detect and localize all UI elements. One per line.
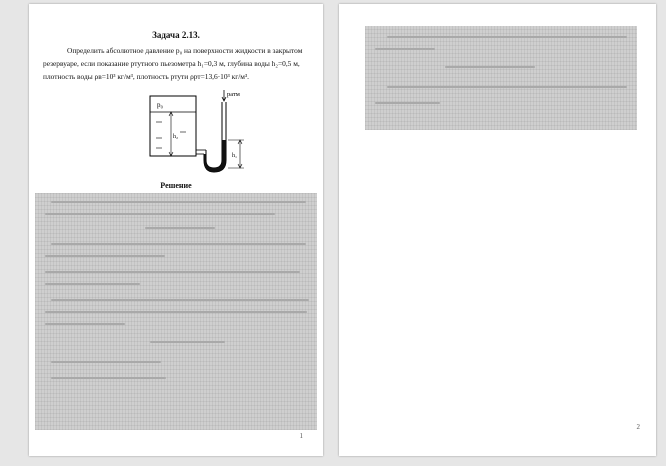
problem-line: резервуаре, если показание ртутного пьезометра h₁=0,3 м, глубина воды h₂=0,5 м, [43, 59, 300, 68]
h1-label: h₁ [232, 153, 238, 159]
h2-label: h₂ [173, 134, 179, 140]
problem-line: Определить абсолютное давление p₀ на поверхности жидкости в закрытом [67, 46, 303, 55]
document-page-2 [339, 4, 656, 456]
page-number: 2 [636, 423, 640, 431]
solution-heading: Решение [160, 181, 192, 190]
problem-title: Задача 2.13. [152, 30, 200, 40]
document-page-1 [29, 4, 323, 456]
problem-line: плотность воды ρв=10³ кг/м³, плотность ртути ρрт=13,6·10³ кг/м³. [43, 72, 250, 81]
obscured-solution-text [365, 26, 637, 130]
tank-piezometer-figure [144, 88, 249, 174]
obscured-solution-text [35, 193, 317, 430]
problem-statement [43, 44, 313, 83]
patm-label: pатм [227, 91, 240, 98]
p0-label: p₀ [157, 101, 163, 109]
page-number: 1 [299, 432, 303, 440]
